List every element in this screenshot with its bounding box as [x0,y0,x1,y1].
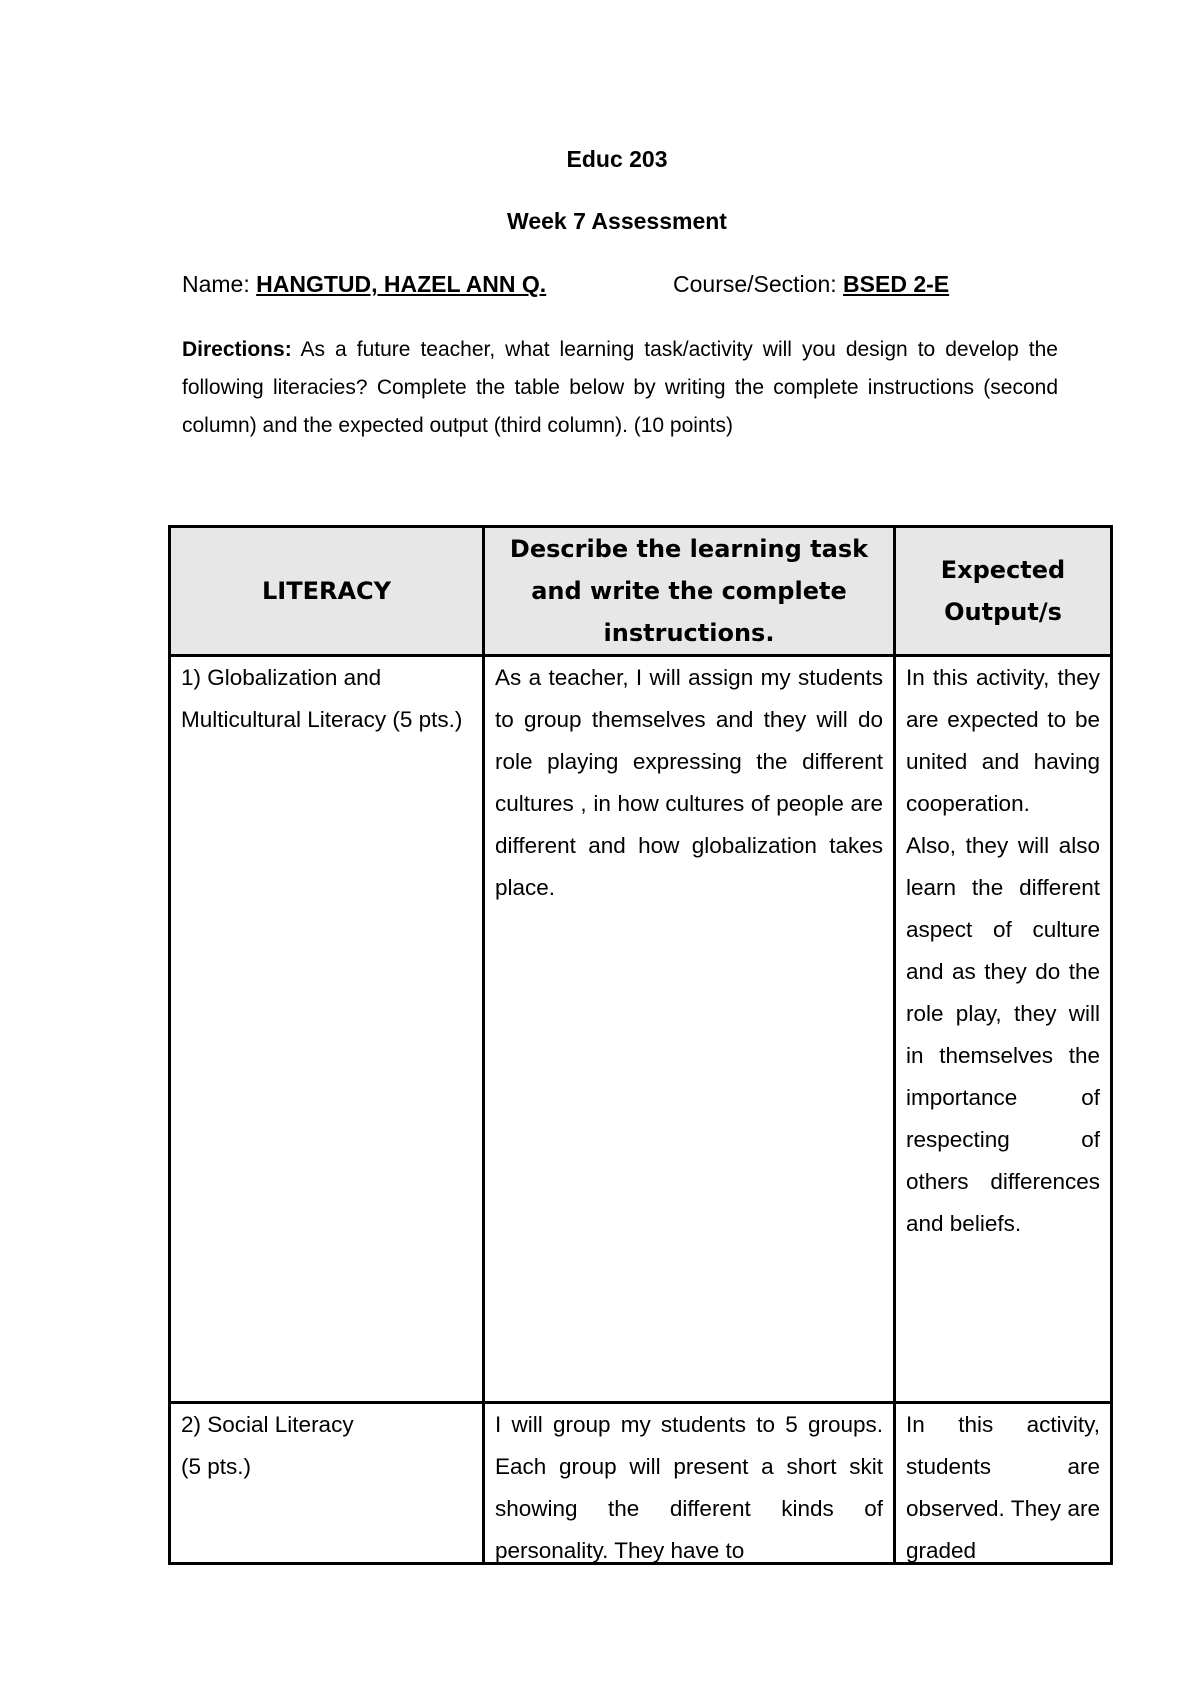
assessment-title: Week 7 Assessment [507,208,727,234]
table-row [170,656,1112,1403]
course-section-line [673,270,949,298]
course-title: Educ 203 [566,146,668,172]
table-row [170,1403,1112,1564]
student-name-line [182,270,546,298]
directions-text: As a future teacher, what learning task/activity will you design to develop the following literacies? Complete the table below by writing the complete instructions (second column) and the expected output (third column). (10 points) [182,338,1058,437]
directions-lead: Directions: [182,338,292,361]
output-cell [895,656,1112,1403]
header-expected-output: Expected Output/s [895,527,1112,656]
course-section-label: Course/Section: [673,271,837,297]
literacy-name: 2) Social Literacy [181,1412,354,1437]
header-learning-task: Describe the learning task and write the complete instructions. [484,527,895,656]
literacy-table [168,525,1113,1565]
course-section-value: BSED 2-E [843,271,950,297]
literacy-points: (5 pts.) [181,1454,252,1479]
student-name: HANGTUD, HAZEL ANN Q. [256,271,547,297]
output-text: In this activity, students are observed. They are graded [906,1412,1100,1562]
header-literacy: LITERACY [170,527,484,656]
table-header-row [170,527,1112,656]
output-paragraph: Also, they will also learn the different aspect of culture and as they do the role play, they will in themselves the importance of respecting of others differences and beliefs. [906,833,1100,1236]
output-cell [895,1403,1112,1564]
literacy-cell [170,1403,484,1564]
name-label: Name: [182,271,250,297]
directions-paragraph [182,331,1058,445]
literacy-cell: 1) Globalization and Multicultural Literacy (5 pts.) [170,656,484,1403]
task-cell: As a teacher, I will assign my students to group themselves and they will do role playing expressing the different cultures , in how cultures of people are different and how globalization takes place. [484,656,895,1403]
output-paragraph: In this activity, they are expected to be united and having cooperation. [906,665,1100,816]
task-cell [484,1403,895,1564]
task-text: I will group my students to 5 groups. Each group will present a short skit showing the different kinds of personality. They have to [495,1412,883,1562]
